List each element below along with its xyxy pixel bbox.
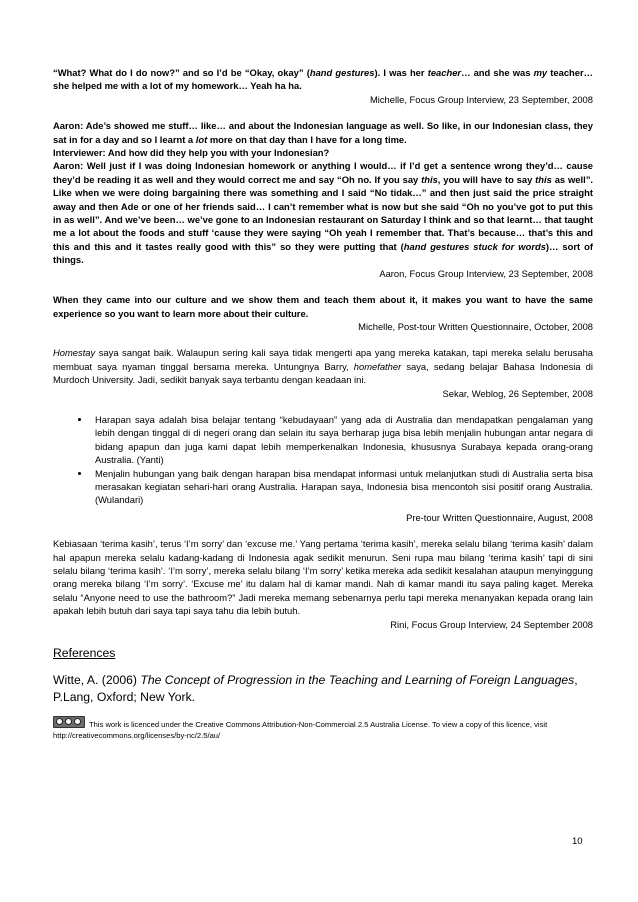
quote-text: Kebiasaan ‘terima kasih’, terus ‘I’m sorry’ dan ‘excuse me.’ Yang pertama ‘terima kasih’, mereka selalu bilang ‘terima kasih’ dalam hal apapun mereka selalu kadang-kadang di Indonesia agak sedikit menurun. Seni rupa mau bilang ‘terima kasih’ tapi di sini selalu bilang ‘terima kasih’. ‘I’m sorry’, mereka selalu bilang ‘I’m sorry’ ketika mereka ada sedikit kesalahan ataupun menyinggung orang mereka bilang ‘I’m sorry’. ‘Excuse me’ itu dalam hal di kamar mandi. Nah di kamar mandi itu saya paling kaget. Mereka selalu “Anyone need to use the bathroom?” Jadi mereka memang sebenarnya perlu tapi mereka menanyakan kepada orang lain apakah lebih butuh dari saya tapi saya tahu dia lebih butuh. (53, 538, 593, 617)
quote-emphasis: my (533, 67, 548, 78)
quote-text (53, 119, 593, 146)
page-content (53, 66, 593, 741)
quote-segment: Aaron: Ade’s showed me stuff… like… and about the Indonesian language as well. So like, in our Indonesian class, they sat in for a day and so I learnt a (53, 120, 593, 145)
quote-michelle-focus-group (53, 66, 593, 106)
references-heading: References (53, 646, 116, 661)
quote-emphasis: hand gestures (309, 67, 375, 78)
quote-segment: Aaron: Well just if I was doing Indonesian homework or anything I would… if I’d get a sentence wrong they’d… cause they’d be reading it as well and they would correct me and say “Oh no. If you say (53, 160, 593, 185)
reference-title: The Concept of Progression in the Teaching and Learning of Foreign Languages (140, 673, 575, 688)
list-item: • Harapan saya adalah bisa belajar tentang “kebudayaan” yang ada di Australia dan mendapatkan pengalaman yang lebih dengan tinggal di di negeri orang dan selain itu saya berharap juga bisa lebih menjalin hubungan antar negara di bidang apapun dan juga kami dapat lebih memperkenalkan Indonesia, khususnya Surabaya kepada orang-orang Australia. (Yanti) (91, 413, 593, 467)
quote-citation: Sekar, Weblog, 26 September, 2008 (442, 387, 593, 399)
quote-pretour-questionnaire (53, 413, 593, 524)
quote-segment: as well”. Like when we were doing bargaining there was something and I said “No tidak…” and then just said the price straight away and then Ade or one of her friends said… I can’t remember what is now but she said “Oh no you’ve got to put this in as well”. And we’ve been… we’ve gone to an Indonesian restaurant on Saturday I think and so that learnt… that taught me a lot about the foods and stuff ‘cause they were saying “Oh yeah I remember that. That’s because… that’s this and this and this and it tastes really good with this” so they were putting that ( (53, 173, 593, 252)
quote-citation: Aaron, Focus Group Interview, 23 September, 2008 (379, 267, 593, 279)
list-item: • Menjalin hubungan yang baik dengan harapan bisa mendapat informasi untuk melanjutkan studi di Australia serta bisa merasakan kegiatan sehari-hari orang Australia. Harapan saya, Indonesia bisa mencontoh sisi positif orang Australia. (Wulandari) (91, 467, 593, 507)
quote-text (53, 159, 593, 266)
quote-emphasis: this (421, 173, 438, 185)
quote-citation: Rini, Focus Group Interview, 24 September 2008 (390, 618, 593, 630)
quote-emphasis: Homestay (53, 347, 96, 359)
page-number: 10 (572, 836, 583, 847)
quote-michelle-questionnaire (53, 293, 593, 333)
quote-text (53, 66, 593, 93)
license-text: This work is licenced under the Creative Commons Attribution-Non-Commercial 2.5 Australia License. To view a copy of this licence, visit http://creativecommons.org/licenses/by-nc/2.5/au/ (53, 720, 548, 741)
quote-rini-focus-group (53, 537, 593, 631)
reference-entry (53, 672, 593, 706)
quote-emphasis: homefather (353, 360, 402, 372)
quote-segment: “What? What do I do now?” and so I’d be “Okay, okay” ( (53, 67, 310, 78)
quote-emphasis: hand gestures stuck for words (403, 240, 546, 252)
quote-segment: … and she was (461, 67, 534, 78)
quote-segment: saya sangat baik. Walaupun sering kali saya tidak mengerti apa yang mereka katakan, tapi mereka selalu berusaha membuat saya nyaman tinggal bersama mereka. Untungnya Barry, (53, 347, 593, 372)
quote-emphasis: teacher (427, 67, 462, 78)
quote-emphasis: this (535, 173, 552, 185)
quote-citation: Michelle, Focus Group Interview, 23 September, 2008 (369, 93, 593, 105)
license-notice (53, 716, 593, 741)
quote-text: When they came into our culture and we show them and teach them about it, it makes you want to have the same experience so you want to learn more about their culture. (53, 294, 593, 319)
quote-text (53, 346, 593, 386)
quote-segment: more on that day than I have for a long time. (207, 133, 407, 145)
quote-segment: saya, sedang belajar Bahasa Indonesia di Murdoch University. Jadi, sedikit banyak saya terbantu dengan keadaan ini. (53, 360, 593, 386)
bullet-list (53, 413, 593, 507)
reference-author: Witte, A. (2006) (53, 673, 141, 688)
quote-segment: )… sort of things. (53, 240, 593, 266)
quote-segment: ). I was her (374, 67, 428, 78)
quote-citation: Pre-tour Written Questionnaire, August, 2008 (406, 511, 593, 523)
creative-commons-badge-icon[interactable] (53, 716, 85, 728)
interviewer-question: Interviewer: And how did they help you with your Indonesian? (53, 147, 330, 159)
quote-sekar-weblog (53, 346, 593, 400)
quote-segment: teacher… she helped me with a lot of my homework… Yeah ha ha. (53, 67, 593, 92)
quote-emphasis: lot (195, 133, 208, 145)
reference-publisher: , P.Lang, Oxford; New York. (53, 673, 578, 705)
quote-segment: , you will have to say (437, 173, 536, 185)
quote-citation: Michelle, Post-tour Written Questionnaire, October, 2008 (358, 320, 593, 332)
quote-aaron-focus-group (53, 119, 593, 280)
